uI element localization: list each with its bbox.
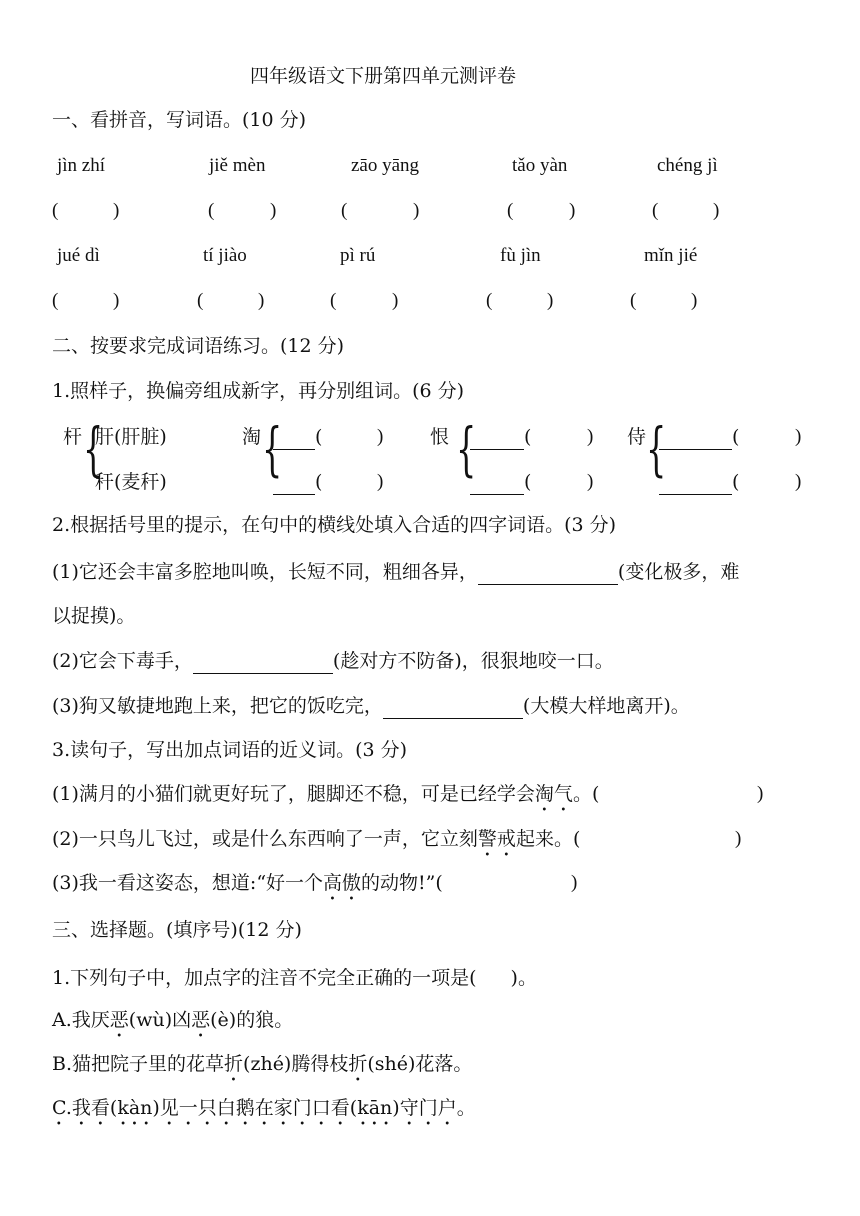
question-2-3: 3.读句子，写出加点词语的近义词。(3 分): [52, 739, 408, 761]
answer-paren-close: ): [392, 290, 399, 311]
pinyin-8: pì rú: [340, 245, 376, 266]
paren-close: ): [795, 471, 802, 492]
pinyin-6: jué dì: [57, 245, 100, 266]
fill-blank[interactable]: [273, 470, 322, 495]
sentence-2-2-1: (1)它还会丰富多腔地叫唤，长短不同，粗细各异， (变化极多，难: [52, 561, 740, 583]
answer-paren-close: ): [113, 200, 120, 221]
sentence-2-3-2: (2)一只鸟儿飞过，或是什么东西响了一声，它立刻警戒起来。(: [52, 828, 581, 850]
brace-icon: {: [456, 415, 477, 483]
paren-close: ): [587, 426, 594, 447]
fill-blank[interactable]: [470, 425, 531, 450]
fill-blank[interactable]: [659, 425, 739, 450]
answer-paren-open: (: [507, 200, 514, 221]
answer-paren-close: ): [569, 200, 576, 221]
pinyin-1: jìn zhí: [57, 155, 106, 176]
brace-icon: {: [83, 415, 104, 483]
char-tao: 淘: [242, 426, 262, 448]
fill-blank[interactable]: [383, 694, 523, 719]
answer-paren-close: ): [270, 200, 277, 221]
answer-paren-open: (: [330, 290, 337, 311]
question-2-2: 2.根据括号里的提示，在句中的横线处填入合适的四字词语。(3 分): [52, 514, 617, 536]
sentence-2-2-1-cont: 以捉摸)。: [52, 605, 136, 627]
pinyin-9: fù jìn: [500, 245, 541, 266]
section1-heading: 一、看拼音，写词语。(10 分): [52, 109, 307, 131]
fill-blank[interactable]: [193, 649, 333, 674]
option-c: C.我看(kàn)见一只白鹅在家门口看(kān)守门户。: [52, 1097, 476, 1119]
option-a: A.我厌恶(wù)凶恶(è)的狼。: [52, 1009, 294, 1031]
answer-paren-open: (: [341, 200, 348, 221]
char-hen: 恨: [430, 426, 450, 448]
paren-close: ): [795, 426, 802, 447]
paren-open: (: [524, 471, 532, 493]
answer-paren-close: ): [713, 200, 720, 221]
paren-close: ): [587, 471, 594, 492]
pinyin-3: zāo yāng: [351, 155, 420, 176]
question-2-1: 1.照样子，换偏旁组成新字，再分别组词。(6 分): [52, 380, 465, 402]
answer-paren-open: (: [52, 290, 59, 311]
char-shi: 侍: [627, 426, 647, 448]
answer-paren-close: ): [258, 290, 265, 311]
paren-close: ): [377, 426, 384, 447]
example-word-1: 肝(肝脏): [95, 426, 167, 448]
pinyin-7: tí jiào: [203, 245, 247, 266]
paren-open: (: [315, 426, 323, 448]
fill-blank[interactable]: [659, 470, 739, 495]
example-char: 杆: [63, 426, 83, 448]
option-b: B.猫把院子里的花草折(zhé)腾得枝折(shé)花落。: [52, 1053, 473, 1075]
fill-blank[interactable]: [470, 470, 531, 495]
sentence-2-3-3: (3)我一看这姿态，想道:“好一个高傲的动物!”(: [52, 872, 443, 894]
brace-icon: {: [646, 415, 667, 483]
paren-close: ): [571, 872, 578, 893]
answer-paren-close: ): [547, 290, 554, 311]
paren-close: ): [757, 783, 764, 804]
sentence-2-2-2: (2)它会下毒手， (趁对方不防备)，很狠地咬一口。: [52, 650, 614, 672]
answer-paren-close: ): [691, 290, 698, 311]
paren-open: (: [315, 471, 323, 493]
sentence-2-3-1: (1)满月的小猫们就更好玩了，腿脚还不稳，可是已经学会淘气。(: [52, 783, 600, 805]
sentence-2-2-3: (3)狗又敏捷地跑上来，把它的饭吃完， (大模大样地离开)。: [52, 695, 690, 717]
answer-paren-open: (: [208, 200, 215, 221]
section2-heading: 二、按要求完成词语练习。(12 分): [52, 335, 345, 357]
pinyin-10: mǐn jié: [644, 245, 698, 266]
question-3-1: 1.下列句子中，加点字的注音不完全正确的一项是( )。: [52, 967, 537, 989]
pinyin-2: jiě mèn: [209, 155, 266, 176]
answer-paren-open: (: [630, 290, 637, 311]
example-word-2: 秆(麦秆): [95, 471, 167, 493]
answer-paren-close: ): [413, 200, 420, 221]
answer-paren-open: (: [486, 290, 493, 311]
section3-heading: 三、选择题。(填序号)(12 分): [52, 919, 302, 941]
pinyin-4: tǎo yàn: [512, 155, 568, 176]
fill-blank[interactable]: [478, 560, 618, 585]
answer-paren-open: (: [652, 200, 659, 221]
answer-paren-close: ): [113, 290, 120, 311]
answer-paren-open: (: [197, 290, 204, 311]
paren-close: ): [735, 828, 742, 849]
pinyin-5: chéng jì: [657, 155, 718, 176]
paren-open: (: [732, 426, 740, 448]
fill-blank[interactable]: [273, 425, 322, 450]
page-title: 四年级语文下册第四单元测评卷: [250, 65, 517, 87]
brace-icon: {: [262, 415, 283, 483]
paren-open: (: [732, 471, 740, 493]
paren-open: (: [524, 426, 532, 448]
answer-paren-open: (: [52, 200, 59, 221]
paren-close: ): [377, 471, 384, 492]
